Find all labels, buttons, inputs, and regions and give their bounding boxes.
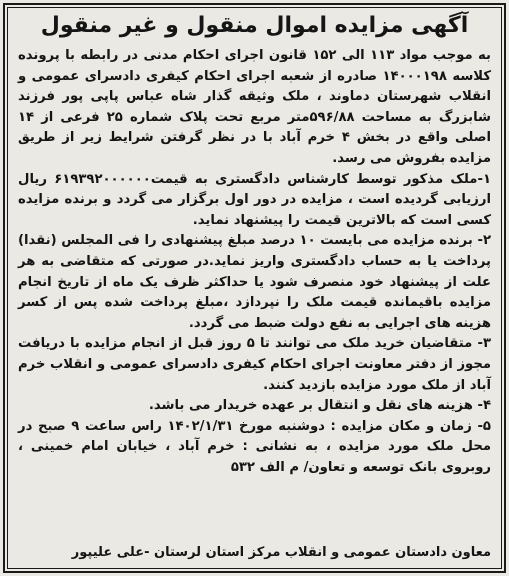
condition-item-1: ۱-ملک مذکور توسط کارشناس دادگستری به قیمت۶۱۹۳۹۲۰۰۰۰۰۰ ریال ارزیابی گردیده است ، مزایده در دور اول برگزار می گردد و برنده مزایده کسی است که بالاترین قیمت را پیشنهاد نماید. (18, 171, 491, 228)
condition-item-5: ۵- زمان و مکان مزایده : دوشنبه مورخ ۱۴۰۲/۱/۳۱ راس ساعت ۹ صبح در محل ملک مورد مزایده ، به نشانی : خرم آباد ، خیابان امام خمینی ، روبروی بانک توسعه و تعاون/ م الف ۵۳۲ (18, 418, 491, 475)
notice-title: آگهی مزایده اموال منقول و غیر منقول (40, 13, 469, 38)
notice-body (18, 46, 491, 478)
condition-item-3: ۳- متقاضیان خرید ملک می توانند تا ۵ روز قبل از انجام مزایده با دریافت مجوز از دفتر معاونت اجرای احکام کیفری دادسرای عمومی و انقلاب خرم آباد از ملک مورد مزایده بازدید کنند. (18, 336, 491, 393)
condition-item-4: ۴- هزینه های نقل و انتقال بر عهده خریدار می باشد. (148, 398, 491, 414)
condition-item-2: ۲- برنده مزایده می بایست ۱۰ درصد مبلغ پیشنهادی را فی المجلس (نقدا) پرداخت یا به حساب دادگستری واریز نماید.در صورتی که متقاضی به هر علت از پیشنهاد خود منصرف شود یا حداکثر ظرف یک ماه از تاریخ انجام مزایده باقیمانده قیمت ملک را نپردازد ،مبلغ پرداخت شده پس از کسر هزینه های اجرایی به نفع دولت ضبط می گردد. (18, 233, 491, 331)
signature-line: معاون دادستان عمومی و انقلاب مرکز استان لرستان -علی علیپور (71, 545, 491, 560)
intro-paragraph: به موجب مواد ۱۱۳ الی ۱۵۲ قانون اجرای احکام مدنی در رابطه با پرونده کلاسه ۱۴۰۰۰۱۹۸ صادره از شعبه اجرای احکام کیفری دادسرای عمومی و انقلاب شهرستان دماوند ، ملک وثیقه گذار شاه عباس پاپی پور فرزند شابزرگ به مساحت ۵۹۶/۸۸متر مربع تحت پلاک شماره ۲۵ فرعی از ۱۴ اصلی واقع در بخش ۴ خرم آباد با در نظر گرفتن شرایط زیر از طریق مزایده بفروش می رسد. (18, 48, 492, 166)
